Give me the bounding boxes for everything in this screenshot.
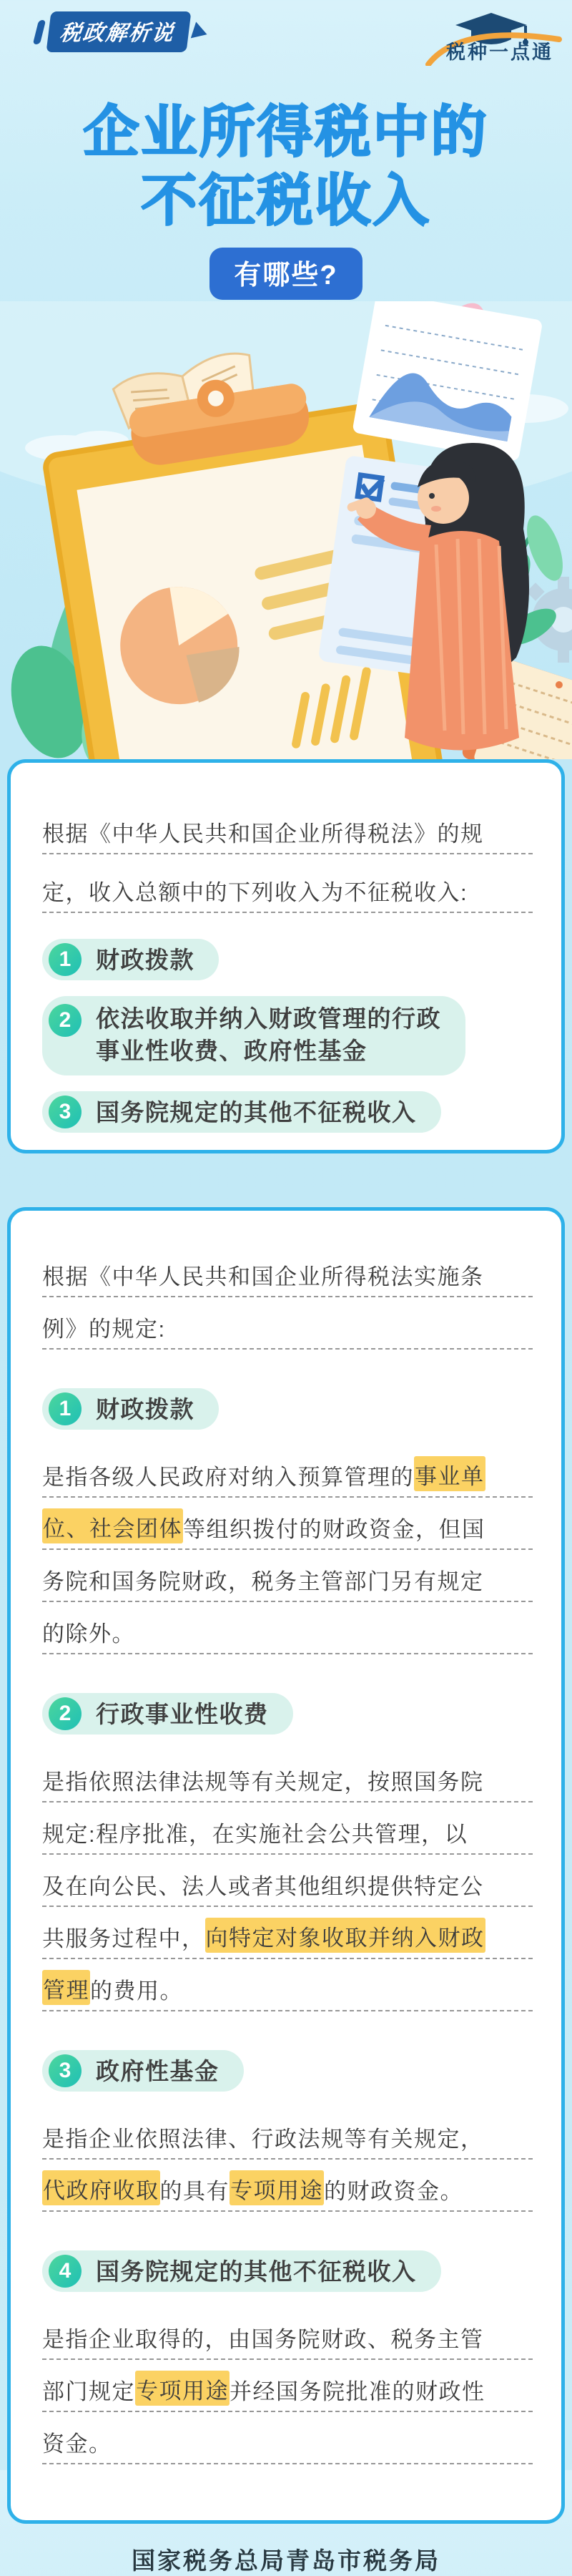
highlighted-text: 位、社会团体 xyxy=(42,1508,183,1543)
highlighted-text: 管理 xyxy=(42,1970,90,2005)
para-text: 及在向公民、法人或者其他组织提供特定公 xyxy=(42,1874,484,1899)
section-title: 财政拨款 xyxy=(96,1395,194,1423)
item-label-line: 依法收取并纳入财政管理的行政 xyxy=(96,1005,441,1032)
card-law-overview xyxy=(7,759,565,1153)
para-line xyxy=(42,2412,533,2464)
para-line xyxy=(42,1550,533,1602)
hero-illustration xyxy=(0,301,572,759)
intro-line xyxy=(42,1297,533,1350)
subtitle-badge: 有哪些? xyxy=(209,248,362,300)
item-number-badge: 4 xyxy=(49,2255,82,2288)
item-number-badge: 1 xyxy=(49,1392,82,1425)
section-paragraph xyxy=(42,2107,533,2212)
list-item xyxy=(42,996,465,1075)
card-regulation-detail xyxy=(7,1207,565,2524)
section-title: 政府性基金 xyxy=(96,2057,220,2084)
highlighted-text: 专项用途 xyxy=(230,2170,324,2205)
section-fiscal-appropriation xyxy=(42,1388,533,1654)
section-title: 行政事业性收费 xyxy=(96,1700,269,1727)
section-title-pill xyxy=(42,2250,441,2292)
item-number-badge: 2 xyxy=(49,1004,82,1037)
item-number-badge: 3 xyxy=(49,1096,82,1128)
para-text: 规定:程序批准，在实施社会公共管理，以 xyxy=(42,1822,468,1847)
para-text: 共服务过程中， xyxy=(42,1926,205,1951)
page-title-line1: 企业所得税中的 xyxy=(83,100,489,163)
item-label: 国务院规定的其他不征税收入 xyxy=(96,1098,417,1126)
section-government-funds xyxy=(42,2050,533,2212)
intro-line xyxy=(42,1245,533,1297)
item-number-badge: 3 xyxy=(49,2054,82,2087)
section-paragraph xyxy=(42,1750,533,2011)
para-text: 是指各级人民政府对纳入预算管理的 xyxy=(42,1465,414,1490)
page-title-line2: 不征税收入 xyxy=(141,169,431,232)
para-line xyxy=(42,2360,533,2412)
para-text: 等组织拨付的财政资金，但国 xyxy=(183,1517,485,1542)
para-text: 资金。 xyxy=(42,2431,112,2457)
item-number-badge: 2 xyxy=(49,1697,82,1730)
intro-text: 例》的规定: xyxy=(42,1317,166,1342)
brand-badge-label: 税种一点通 xyxy=(446,42,553,63)
highlighted-text: 专项用途 xyxy=(135,2371,230,2406)
para-text: 是指企业依照法律、行政法规等有关规定， xyxy=(42,2127,484,2152)
para-line xyxy=(42,1855,533,1907)
list-item xyxy=(42,1091,441,1133)
para-line xyxy=(42,2107,533,2160)
para-line xyxy=(42,1907,533,1959)
section-administrative-fees xyxy=(42,1693,533,2011)
header xyxy=(0,0,572,66)
para-text: 并经国务院批准的财政性 xyxy=(230,2379,485,2404)
para-line xyxy=(42,2160,533,2212)
brush-stroke-icon xyxy=(33,20,46,44)
brand-badge xyxy=(420,6,566,66)
section-paragraph xyxy=(42,1445,533,1654)
para-line xyxy=(42,1959,533,2011)
intro-text: 根据《中华人民共和国企业所得税法实施条 xyxy=(42,1264,484,1289)
item-label-line: 事业性收费、政府性基金 xyxy=(96,1038,368,1064)
intro-line xyxy=(42,854,533,913)
page-title xyxy=(0,97,572,235)
series-badge: 税政解析说 xyxy=(46,11,192,52)
section-title-pill xyxy=(42,1388,219,1430)
section-title-pill xyxy=(42,2050,244,2092)
para-line xyxy=(42,1750,533,1802)
para-line xyxy=(42,1498,533,1550)
card1-item-list xyxy=(42,939,533,1133)
para-text: 的具有 xyxy=(159,2179,230,2204)
highlighted-text: 事业单 xyxy=(414,1456,485,1491)
para-line xyxy=(42,1445,533,1498)
para-line xyxy=(42,1802,533,1855)
para-line xyxy=(42,1602,533,1654)
para-text: 是指企业取得的，由国务院财政、税务主管 xyxy=(42,2327,484,2352)
section-other-non-taxable xyxy=(42,2250,533,2464)
para-text: 是指依照法律法规等有关规定，按照国务院 xyxy=(42,1770,484,1795)
para-text: 务院和国务院财政，税务主管部门另有规定 xyxy=(42,1569,484,1594)
para-line xyxy=(42,2308,533,2360)
intro-text: 定，收入总额中的下列收入为不征税收入: xyxy=(42,880,468,905)
highlighted-text: 向特定对象收取并纳入财政 xyxy=(205,1918,485,1953)
intro-text: 根据《中华人民共和国企业所得税法》的规 xyxy=(42,821,484,847)
card1-intro xyxy=(42,796,533,913)
pen-icon xyxy=(191,21,209,42)
intro-line xyxy=(42,796,533,854)
section-title-pill xyxy=(42,1693,293,1735)
badge-left-wrap xyxy=(36,11,207,52)
section-title: 国务院规定的其他不征税收入 xyxy=(96,2258,417,2285)
item-label xyxy=(96,1002,441,1067)
para-text: 的财政资金。 xyxy=(324,2179,463,2204)
card2-intro xyxy=(42,1245,533,1350)
para-text: 的除外。 xyxy=(42,1621,135,1646)
para-text: 的费用。 xyxy=(90,1979,183,2004)
list-item xyxy=(42,939,219,980)
highlighted-text: 代政府收取 xyxy=(42,2170,160,2205)
item-label: 财政拨款 xyxy=(96,946,194,973)
hero-illustration-svg xyxy=(0,301,572,759)
item-number-badge: 1 xyxy=(49,943,82,976)
footer-agency-name: 国家税务总局青岛市税务局 xyxy=(132,2547,440,2574)
section-paragraph xyxy=(42,2308,533,2464)
para-text: 部门规定 xyxy=(42,2379,135,2404)
